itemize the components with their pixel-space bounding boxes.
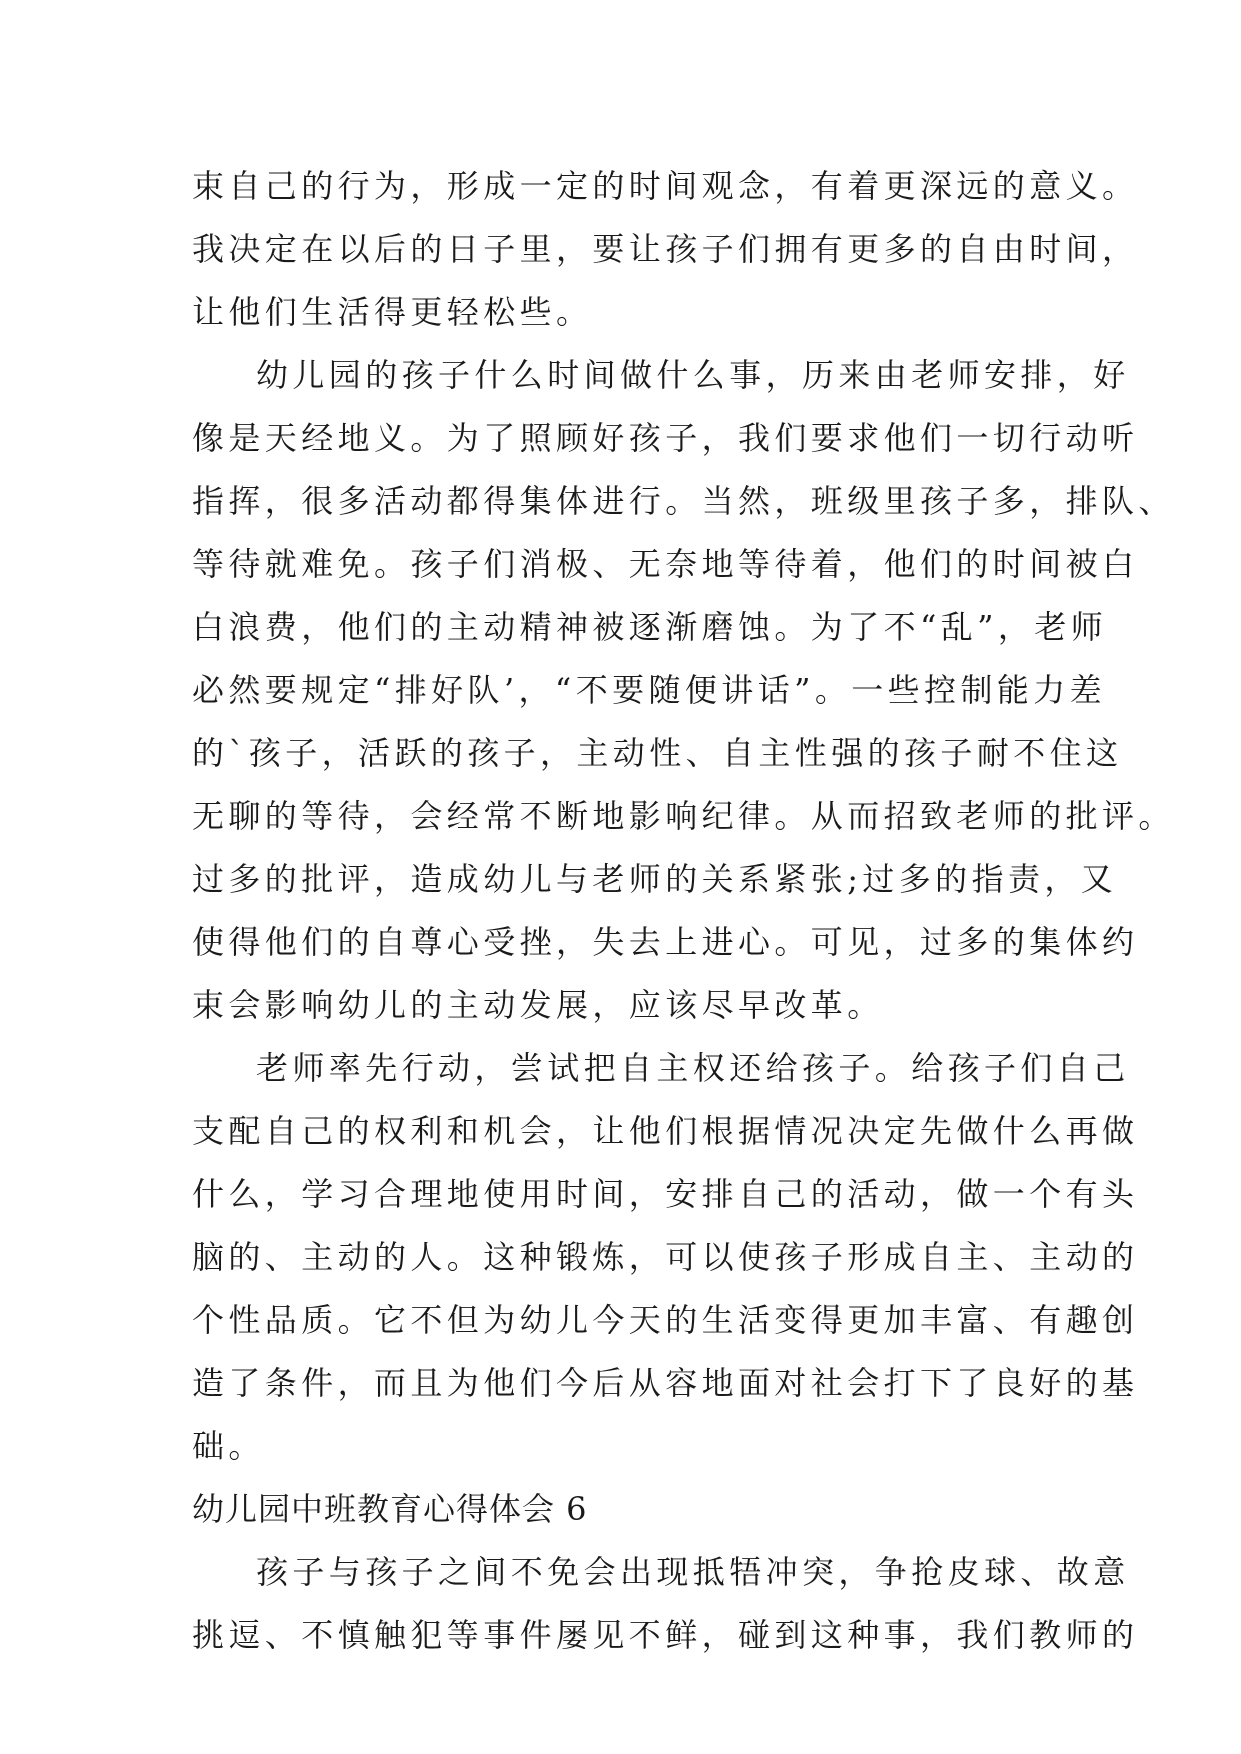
text-line: 的`孩子，活跃的孩子，主动性、自主性强的孩子耐不住这	[192, 734, 1123, 772]
text-line: 让他们生活得更轻松些。	[192, 293, 593, 331]
text-line: 础。	[192, 1427, 265, 1465]
text-line: 束会影响幼儿的主动发展，应该尽早改革。	[192, 986, 884, 1024]
paragraph-first-line: 孩子与孩子之间不免会出现抵牾冲突，争抢皮球、故意	[256, 1553, 1130, 1591]
paragraph-first-line: 老师率先行动，尝试把自主权还给孩子。给孩子们自己	[256, 1049, 1130, 1087]
paragraph-first-line: 幼儿园的孩子什么时间做什么事，历来由老师安排，好	[256, 356, 1130, 394]
text-line: 个性品质。它不但为幼儿今天的生活变得更加丰富、有趣创	[192, 1301, 1139, 1339]
text-line: 过多的批评，造成幼儿与老师的关系紧张;过多的指责，又	[192, 860, 1118, 898]
text-line: 等待就难免。孩子们消极、无奈地等待着，他们的时间被白	[192, 545, 1139, 583]
text-line: 像是天经地义。为了照顾好孩子，我们要求他们一切行动听	[192, 419, 1139, 457]
text-line: 使得他们的自尊心受挫，失去上进心。可见，过多的集体约	[192, 923, 1139, 961]
text-line: 无聊的等待，会经常不断地影响纪律。从而招致老师的批评。	[192, 797, 1175, 835]
text-line: 造了条件，而且为他们今后从容地面对社会打下了良好的基	[192, 1364, 1139, 1402]
text-line: 支配自己的权利和机会，让他们根据情况决定先做什么再做	[192, 1112, 1139, 1150]
text-line: 脑的、主动的人。这种锻炼，可以使孩子形成自主、主动的	[192, 1238, 1139, 1276]
text-line: 白浪费，他们的主动精神被逐渐磨蚀。为了不“乱”，老师	[192, 608, 1108, 646]
text-line: 什么，学习合理地使用时间，安排自己的活动，做一个有头	[192, 1175, 1139, 1213]
text-line: 我决定在以后的日子里，要让孩子们拥有更多的自由时间，	[192, 230, 1139, 268]
section-heading: 幼儿园中班教育心得体会 6	[192, 1490, 588, 1528]
text-line: 指挥，很多活动都得集体进行。当然，班级里孩子多，排队、	[192, 482, 1175, 520]
text-line: 必然要规定“排好队’，“不要随便讲话”。一些控制能力差	[192, 671, 1107, 709]
text-line: 挑逗、不慎触犯等事件屡见不鲜，碰到这种事，我们教师的	[192, 1616, 1139, 1654]
text-line: 束自己的行为，形成一定的时间观念，有着更深远的意义。	[192, 167, 1139, 205]
